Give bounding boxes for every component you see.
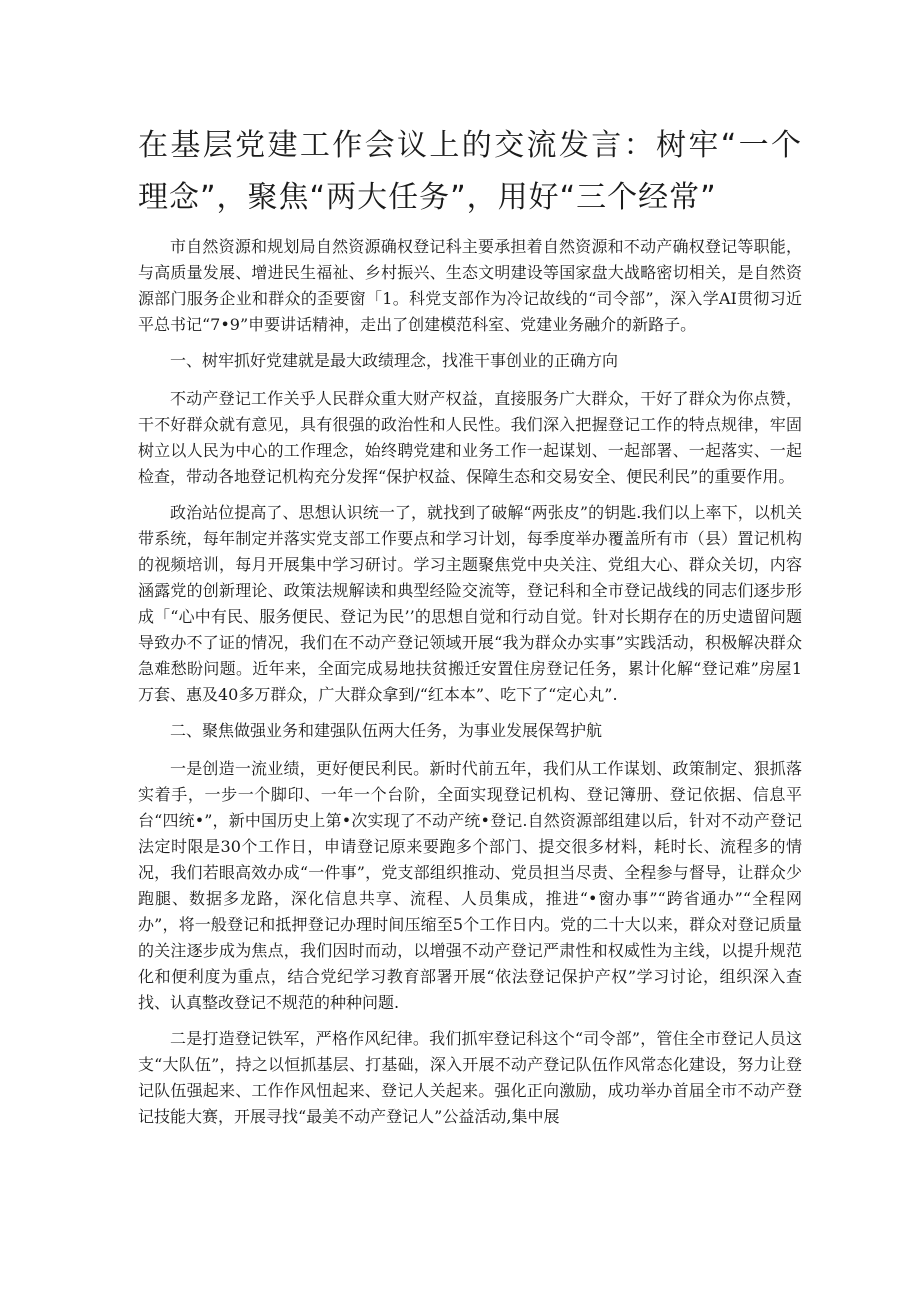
intro-paragraph: 市自然资源和规划局自然资源确权登记科主要承担着自然资源和不动产确权登记等职能，与高质量发展、增进民生福祉、乡村振兴、生态文明建设等国家盘大战略密切相关，是自然资源部门服务企业和群众的歪要窗「1。科党支部作为冷记故线的“司令部”，深入学AI贯彻习近平总书记“7•9”申要讲话精神，走出了创建模范科室、党建业务融介的新路子。: [138, 237, 802, 334]
document-page: [138, 120, 802, 1140]
section-heading-2: 二、聚焦做强业务和建强队伍两大任务，为事业发展保驾护航: [170, 721, 603, 740]
body-paragraph: 政治站位提高了、思想认识统一了，就找到了破解“两张皮”的钥匙.我们以上率下，以机关带系统，每年制定并落实党支部工作要点和学习计划，每季度举办覆盖所有市（县）置记机构的视频培训，每月开展集中学习研讨。学习主题聚焦党中央关注、党组大心、群众关切，内容涵露党的创新理论、政策法规解读和典型经险交流等，登记科和全市登记战线的同志们逐步形成「“心中有民、服务便民、登记为民’’的思想自觉和行动自觉。针对长期存在的历史遗留问题导致办不了证的情况，我们在不动产登记领域开展“我为群众办实事”实践活动，积极解决群众急难愁盼问题。近年来，全面完成易地扶贫搬迁安置住房登记任务，累计化解“登记难”房屋1万套、惠及40多万群众，广大群众拿到/“红本本”、吃下了“定心丸”.: [138, 503, 802, 704]
body-paragraph: 一是创造一流业绩，更好便民利民。新时代前五年，我们从工作谋划、政策制定、狠抓落实着手，一步一个脚印、一年一个台阶，全面实现登记机构、登记簿册、登记依据、信息平台“四统•”，新中国历史上第•次实现了不动产统•登记.自然资源部组建以后，针对不动产登记法定时限是30个工作日，申请登记原来要跑多个部门、提交很多材料，耗时长、流程多的情况，我们若眼高效办成“一件事”，党支部组织推动、党员担当尽责、全程参与督导，让群众少跑腿、数据多龙路，深化信息共享、流程、人员集成，推进“•窗办事”“跨省通办”“全程网办”，将一般登记和抵押登记办理时间压缩至5个工作日内。党的二十大以来，群众对登记质量的关注逐步成为焦点，我们因时而动，以增强不动产登记严肃性和权威性为主线，以提升规范化和便利度为重点，结合党纪学习教育部署开展“依法登记保护产权”学习讨论，组织深入查找、认真整改登记不规范的种种问题.: [138, 759, 802, 1012]
document-title: 在基层党建工作会议上的交流发言：树牢“一个理念”，聚焦“两大任务”，用好“三个经常”: [138, 128, 802, 215]
body-paragraph: 二是打造登记铁军，严格作风纪律。我们抓牢登记科这个“司令部”，管住全市登记人员这支“大队伍”，持之以恒抓基层、打基础，深入开展不动产登记队伍作风常态化建设，努力让登记队伍强起来、工作作风忸起来、登记人关起来。强化正向激励，成功举办首届全市不动产登记技能大赛，开展寻找“最美不动产登记人”公益活动,集中展: [138, 1029, 802, 1126]
section-heading-1: 一、树牢抓好党建就是最大政绩理念，找准干事创业的正确方向: [170, 351, 619, 370]
body-paragraph: 不动产登记工作关乎人民群众重大财产权益，直接服务广大群众，干好了群众为你点赞，干不好群众就有意见，具有很强的政治性和人民性。我们深入把握登记工作的特点规律，牢固树立以人民为中心的工作理念，始终聘党建和业务工作一起谋划、一起部署、一起落实、一起检查，带动各地登记机构充分发挥“保护权益、保障生态和交易安全、便民利民”的重要作用。: [138, 389, 802, 486]
